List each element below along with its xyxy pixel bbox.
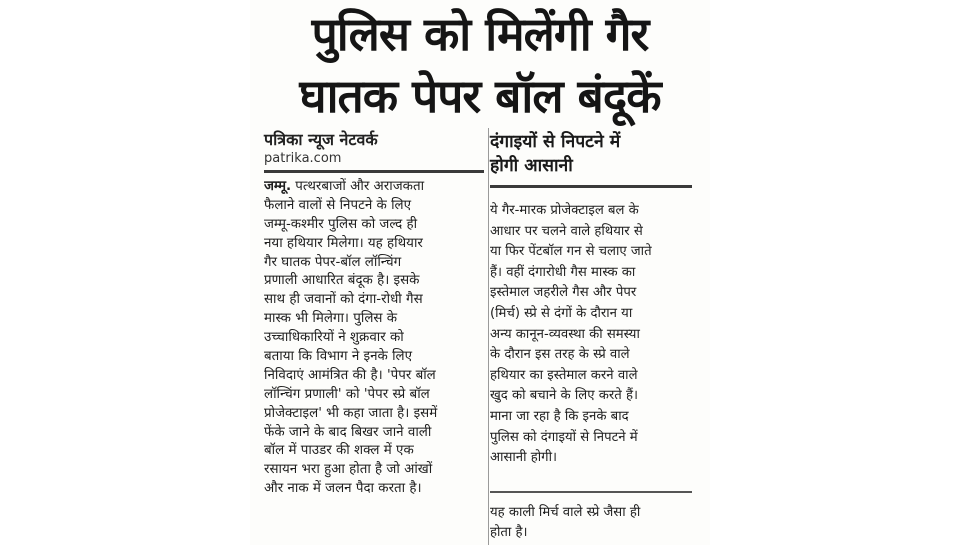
right-column-body [490,201,700,469]
body-line: जम्मू. पत्थरबाजों और अराजकता [264,179,425,194]
body-line: के दौरान इस तरह के स्प्रे वाले [490,347,630,363]
byline-site: patrika.com [264,151,342,166]
byline [264,130,479,168]
body-line: मास्क भी मिलेगा। पुलिस के [264,311,398,327]
body-line: प्रोजेक्टाइल' भी कहा जाता है। इसमें [264,405,438,421]
body-line: बॉल में पाउडर की शक्ल में एक [264,443,414,459]
right-column-rule [490,185,692,188]
newspaper-clipping [250,0,710,545]
body-line: आसानी होगी। [490,450,557,466]
dateline: जम्मू. [264,179,292,194]
subheading [490,130,700,178]
body-line: निविदाएं आमंत्रित की है। 'पेपर बॉल [264,367,436,383]
subheading-line-2: होगी आसानी [490,156,573,176]
body-line: हैं। वहीं दंगारोधी गैस मास्क का [490,264,636,280]
body-line: लॉन्चिंग प्रणाली' को 'पेपर स्प्रे बॉल [264,386,430,402]
body-line: हथियार का इस्तेमाल करने वाले [490,367,638,383]
body-line: बताया कि विभाग ने इनके लिए [264,349,413,365]
body-line: यह काली मिर्च वाले स्प्रे जैसा ही [490,505,641,520]
body-line: साथ ही जवानों को दंगा-रोधी गैस [264,292,423,308]
body-line: उच्चाधिकारियों ने शुक्रवार को [264,330,404,346]
body-line: इस्तेमाल जहरीले गैस और पेपर [490,285,637,301]
column-divider [488,128,489,545]
byline-name: पत्रिका न्यूज नेटवर्क [264,130,378,149]
body-line: या फिर पेंटबॉल गन से चलाए जाते [490,244,652,260]
body-line: जम्मू-कश्मीर पुलिस को जल्द ही [264,216,418,232]
body-line: नया हथियार मिलेगा। यह हथियार [264,235,423,251]
body-line: प्रणाली आधारित बंदूक है। इसके [264,273,420,289]
body-line: ये गैर-मारक प्रोजेक्टाइल बल के [490,203,639,218]
headline-line-1: पुलिस को मिलेंगी गैर [311,7,649,61]
body-line: रसायन भरा हुआ होता है जो आंखों [264,462,433,478]
body-line: होता है। [490,525,528,540]
body-line: फेंके जाने के बाद बिखर जाने वाली [264,424,432,440]
body-line: (मिर्च) स्प्रे से दंगों के दौरान या [490,305,633,321]
body-line: आधार पर चलने वाले हथियार से [490,223,643,239]
subheading-line-1: दंगाइयों से निपटने में [490,132,621,152]
right-column-separator [490,491,692,493]
body-line: फैलाने वालों से निपटने के लिए [264,197,412,213]
body-line: माना जा रहा है कि इनके बाद [490,408,629,424]
left-column-rule [264,170,484,173]
body-line: पुलिस को दंगाइयों से निपटने में [490,429,638,445]
headline-line-2: घातक पेपर बॉल बंदूकें [299,69,661,123]
body-line: खुद को बचाने के लिए करते हैं। [490,388,638,404]
left-column-body [264,178,486,499]
body-line: गैर घातक पेपर-बॉल लॉन्चिंग [264,254,402,270]
right-column-continuation [490,503,700,543]
body-line: और नाक में जलन पैदा करता है। [264,481,422,497]
body-line: अन्य कानून-व्यवस्था की समस्या [490,326,640,342]
